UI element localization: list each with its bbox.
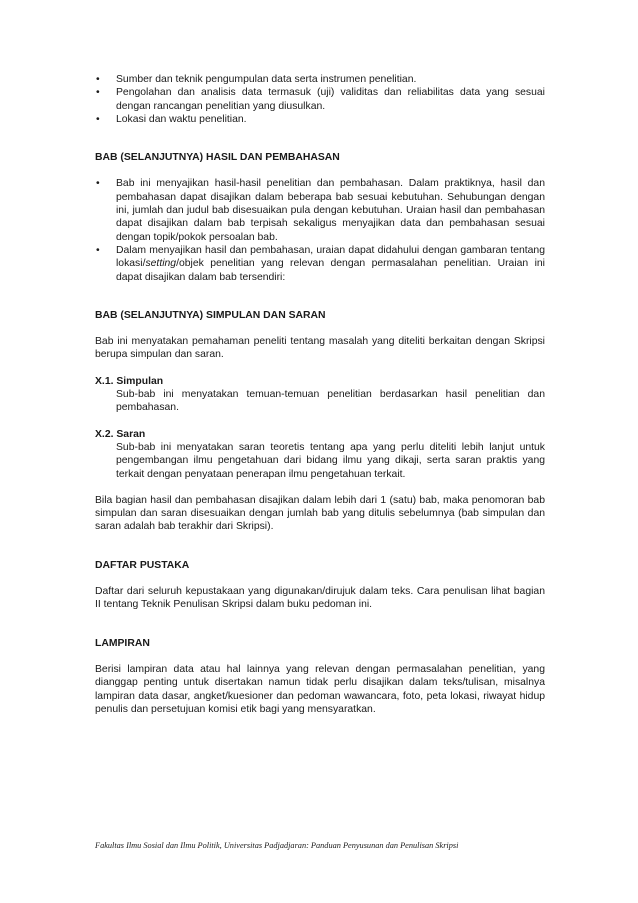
intro-bullet-list	[95, 73, 545, 126]
list-item	[95, 73, 545, 86]
subsection-title-saran: X.2. Saran	[95, 428, 146, 440]
simpulan-paragraph: Sub-bab ini menyatakan temuan-temuan penelitian berdasarkan hasil penelitian dan pembahasan.	[116, 389, 545, 414]
section-heading-simpulan: BAB (SELANJUTNYA) SIMPULAN DAN SARAN	[95, 309, 326, 321]
bullet-icon: •	[96, 178, 100, 190]
section-heading-hasil: BAB (SELANJUTNYA) HASIL DAN PEMBAHASAN	[95, 152, 340, 164]
list-item-text: Bab ini menyajikan hasil-hasil penelitian dan pembahasan. Dalam praktiknya, hasil dan pembahasan dapat disajikan dalam beberapa bab sesuai kebutuhan. Sehubungan dengan ini, jumlah dan judul bab disesuaikan pula dengan kebutuhan. Uraian hasil dan pembahasan dapat disajikan dalam bab terpisah sekaligus menyajikan data dan pembahasan sesuai dengan topik/pokok persoalan bab.	[116, 178, 545, 243]
subsection-title-simpulan: X.1. Simpulan	[95, 375, 164, 387]
section-heading-daftar-pustaka: DAFTAR PUSTAKA	[95, 559, 190, 571]
section-heading-lampiran: LAMPIRAN	[95, 637, 150, 649]
list-item-text: /objek penelitian yang relevan dengan permasalahan penelitian. Uraian ini dapat disajikan dalam bab tersendiri:	[116, 258, 545, 283]
bullet-icon: •	[96, 87, 100, 99]
list-item-text: Pengolahan dan analisis data termasuk (uji) validitas dan reliabilitas data yang sesuai dengan rancangan penelitian yang diusulkan.	[116, 87, 545, 112]
simpulan-intro-paragraph: Bab ini menyatakan pemahaman peneliti tentang masalah yang diteliti berkaitan dengan Skripsi berupa simpulan dan saran.	[95, 336, 545, 361]
saran-paragraph: Sub-bab ini menyatakan saran teoretis tentang apa yang perlu diteliti lebih lanjut untuk pengembangan ilmu pengetahuan dari bidang ilmu yang dikaji, serta saran praktis yang terkait dengan penyataan penerapan ilmu pengetahuan terkait.	[116, 441, 545, 480]
hasil-bullet-list	[95, 177, 545, 283]
daftar-pustaka-paragraph: Daftar dari seluruh kepustakaan yang digunakan/dirujuk dalam teks. Cara penulisan lihat bagian II tentang Teknik Penulisan Skripsi dalam buku pedoman ini.	[95, 586, 545, 611]
italic-term: setting	[145, 258, 177, 270]
list-item-text: Lokasi dan waktu penelitian.	[116, 113, 247, 125]
list-item-text: Dalam menyajikan hasil dan pembahasan, uraian dapat didahului dengan gambaran tentang lokasi/	[116, 244, 545, 270]
bullet-icon: •	[96, 74, 100, 85]
list-item	[95, 113, 545, 126]
list-item	[95, 244, 545, 284]
simpulan-closing-paragraph: Bila bagian hasil dan pembahasan disajikan dalam lebih dari 1 (satu) bab, maka penomoran bab simpulan dan saran disesuaikan dengan jumlah bab yang ditulis sebelumnya (bab simpulan dan saran adalah bab terakhir dari Skripsi).	[95, 494, 545, 533]
bullet-icon: •	[96, 113, 100, 125]
lampiran-paragraph: Berisi lampiran data atau hal lainnya yang relevan dengan permasalahan penelitian, yang dianggap penting untuk disertakan namun tidak perlu disajikan dalam teks/tulisan, misalnya lampiran data dasar, angket/kuesioner dan pedoman wawancara, foto, peta lokasi, riwayat hidup penulis dan persetujuan komisi etik bagi yang mensyaratkan.	[95, 663, 545, 715]
bullet-icon: •	[96, 244, 100, 256]
list-item	[95, 86, 545, 113]
page-footer: Fakultas Ilmu Sosial dan Ilmu Politik, Universitas Padjadjaran: Panduan Penyusunan dan Penulisan Skripsi	[95, 841, 459, 850]
list-item	[95, 177, 545, 243]
list-item-text: Sumber dan teknik pengumpulan data serta instrumen penelitian.	[116, 74, 417, 85]
page-content	[95, 73, 545, 716]
